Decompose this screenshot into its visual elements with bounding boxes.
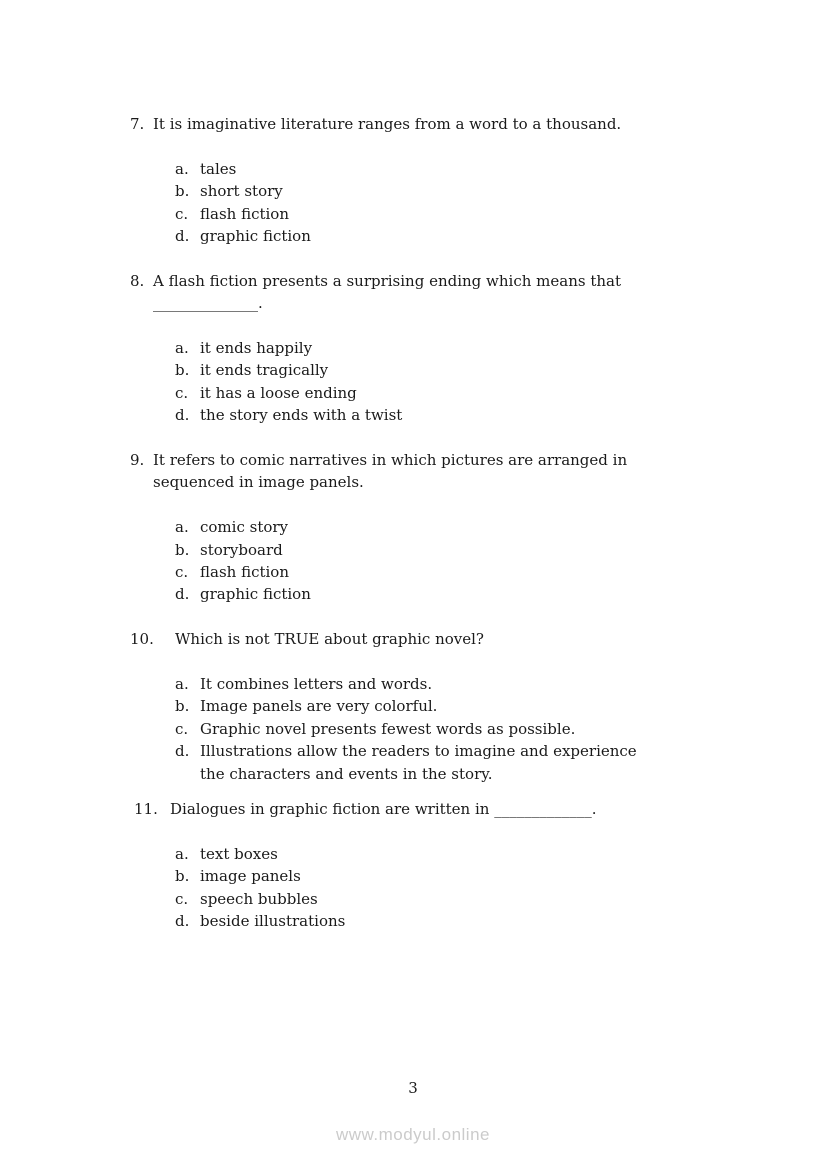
question-text-line: Which is not TRUE about graphic novel? xyxy=(175,630,484,649)
option-letter: c. xyxy=(175,719,189,738)
question-head xyxy=(134,798,696,820)
option-text-line: tales xyxy=(200,159,237,178)
option xyxy=(175,583,696,605)
option xyxy=(175,910,696,932)
option xyxy=(175,158,696,180)
option-text xyxy=(200,404,696,426)
option-text-line: Image panels are very colorful. xyxy=(200,697,438,716)
question xyxy=(130,113,696,247)
question xyxy=(130,449,696,606)
option-text xyxy=(200,516,696,538)
option-text-line: comic story xyxy=(200,518,289,537)
option-text-line: graphic fiction xyxy=(200,227,311,246)
option xyxy=(175,382,696,404)
question-number: 10. xyxy=(130,630,154,649)
option-letter: b. xyxy=(175,182,190,201)
question xyxy=(130,628,696,785)
question-text xyxy=(175,628,696,650)
option-text xyxy=(200,203,696,225)
question-text-line: It refers to comic narratives in which pictures are arranged in xyxy=(153,451,628,470)
option-text-line: It combines letters and words. xyxy=(200,675,433,694)
option-text-line: image panels xyxy=(200,867,301,886)
question-head xyxy=(130,628,696,650)
option xyxy=(175,539,696,561)
option-text xyxy=(200,695,696,717)
options-list xyxy=(175,516,696,606)
option xyxy=(175,180,696,202)
option xyxy=(175,561,696,583)
question-text xyxy=(170,798,696,820)
option xyxy=(175,359,696,381)
option-letter: d. xyxy=(175,227,190,246)
option-text-line: Graphic novel presents fewest words as possible. xyxy=(200,719,576,738)
option-letter: d. xyxy=(175,585,190,604)
option-text-line: text boxes xyxy=(200,844,278,863)
option-letter: d. xyxy=(175,912,190,931)
option-text-line: flash fiction xyxy=(200,563,289,582)
question-head xyxy=(130,449,696,494)
option-text-line: it ends tragically xyxy=(200,361,329,380)
option-letter: a. xyxy=(175,159,189,178)
option-letter: a. xyxy=(175,339,189,358)
option-text-line: it ends happily xyxy=(200,339,313,358)
option xyxy=(175,865,696,887)
option-text-line: speech bubbles xyxy=(200,889,318,908)
option-text xyxy=(200,539,696,561)
question xyxy=(130,270,696,427)
option-text xyxy=(200,718,696,740)
option-letter: c. xyxy=(175,383,189,402)
option-letter: c. xyxy=(175,204,189,223)
option-text xyxy=(200,910,696,932)
option xyxy=(175,203,696,225)
options-list xyxy=(175,158,696,248)
question-text-line: A flash fiction presents a surprising ending which means that xyxy=(153,271,622,290)
watermark-text: www.modyul.online xyxy=(335,1125,490,1144)
option-text xyxy=(200,561,696,583)
option-text-line: beside illustrations xyxy=(200,912,346,931)
option-text xyxy=(200,888,696,910)
option-text-line: Illustrations allow the readers to imagine and experience xyxy=(200,742,637,761)
options-list xyxy=(175,337,696,427)
question-head xyxy=(130,113,696,135)
option-text xyxy=(200,158,696,180)
option-letter: d. xyxy=(175,742,190,761)
option-text xyxy=(200,359,696,381)
option-text-line: the characters and events in the story. xyxy=(200,764,493,783)
option xyxy=(175,740,696,785)
questions-list xyxy=(130,113,696,933)
question-text-line: Dialogues in graphic fiction are written in _____________. xyxy=(170,800,597,819)
option-letter: d. xyxy=(175,406,190,425)
question-text xyxy=(153,270,696,315)
option-text-line: graphic fiction xyxy=(200,585,311,604)
option-text-line: storyboard xyxy=(200,540,283,559)
question-number: 8. xyxy=(130,271,145,290)
option-letter: a. xyxy=(175,675,189,694)
question-head xyxy=(130,270,696,315)
option-text-line: the story ends with a twist xyxy=(200,406,403,425)
page-number: 3 xyxy=(408,1079,418,1097)
question-text-line: It is imaginative literature ranges from a word to a thousand. xyxy=(153,115,622,133)
options-list xyxy=(175,843,696,933)
option-text xyxy=(200,337,696,359)
option-text xyxy=(200,740,696,785)
option xyxy=(175,718,696,740)
option-text-line: short story xyxy=(200,182,283,201)
option-text xyxy=(200,382,696,404)
question-text xyxy=(153,113,696,135)
question xyxy=(130,798,696,932)
question-number: 11. xyxy=(134,800,158,819)
option-letter: b. xyxy=(175,867,190,886)
option-text xyxy=(200,673,696,695)
option-letter: a. xyxy=(175,844,189,863)
option xyxy=(175,673,696,695)
option-letter: b. xyxy=(175,540,190,559)
option-text xyxy=(200,583,696,605)
option-letter: a. xyxy=(175,518,189,537)
question-text-line: ______________. xyxy=(153,294,263,313)
option xyxy=(175,888,696,910)
option xyxy=(175,337,696,359)
option-text-line: flash fiction xyxy=(200,204,289,223)
option-text xyxy=(200,865,696,887)
option-text xyxy=(200,225,696,247)
option xyxy=(175,225,696,247)
question-text-line: sequenced in image panels. xyxy=(153,473,364,492)
question-text xyxy=(153,449,696,494)
option-letter: b. xyxy=(175,361,190,380)
option-text xyxy=(200,180,696,202)
option-text xyxy=(200,843,696,865)
option xyxy=(175,843,696,865)
option-letter: c. xyxy=(175,889,189,908)
options-list xyxy=(175,673,696,785)
option xyxy=(175,695,696,717)
option-text-line: it has a loose ending xyxy=(200,383,357,402)
question-number: 7. xyxy=(130,115,145,133)
option-letter: b. xyxy=(175,697,190,716)
question-number: 9. xyxy=(130,451,145,470)
option-letter: c. xyxy=(175,563,189,582)
option xyxy=(175,404,696,426)
option xyxy=(175,516,696,538)
